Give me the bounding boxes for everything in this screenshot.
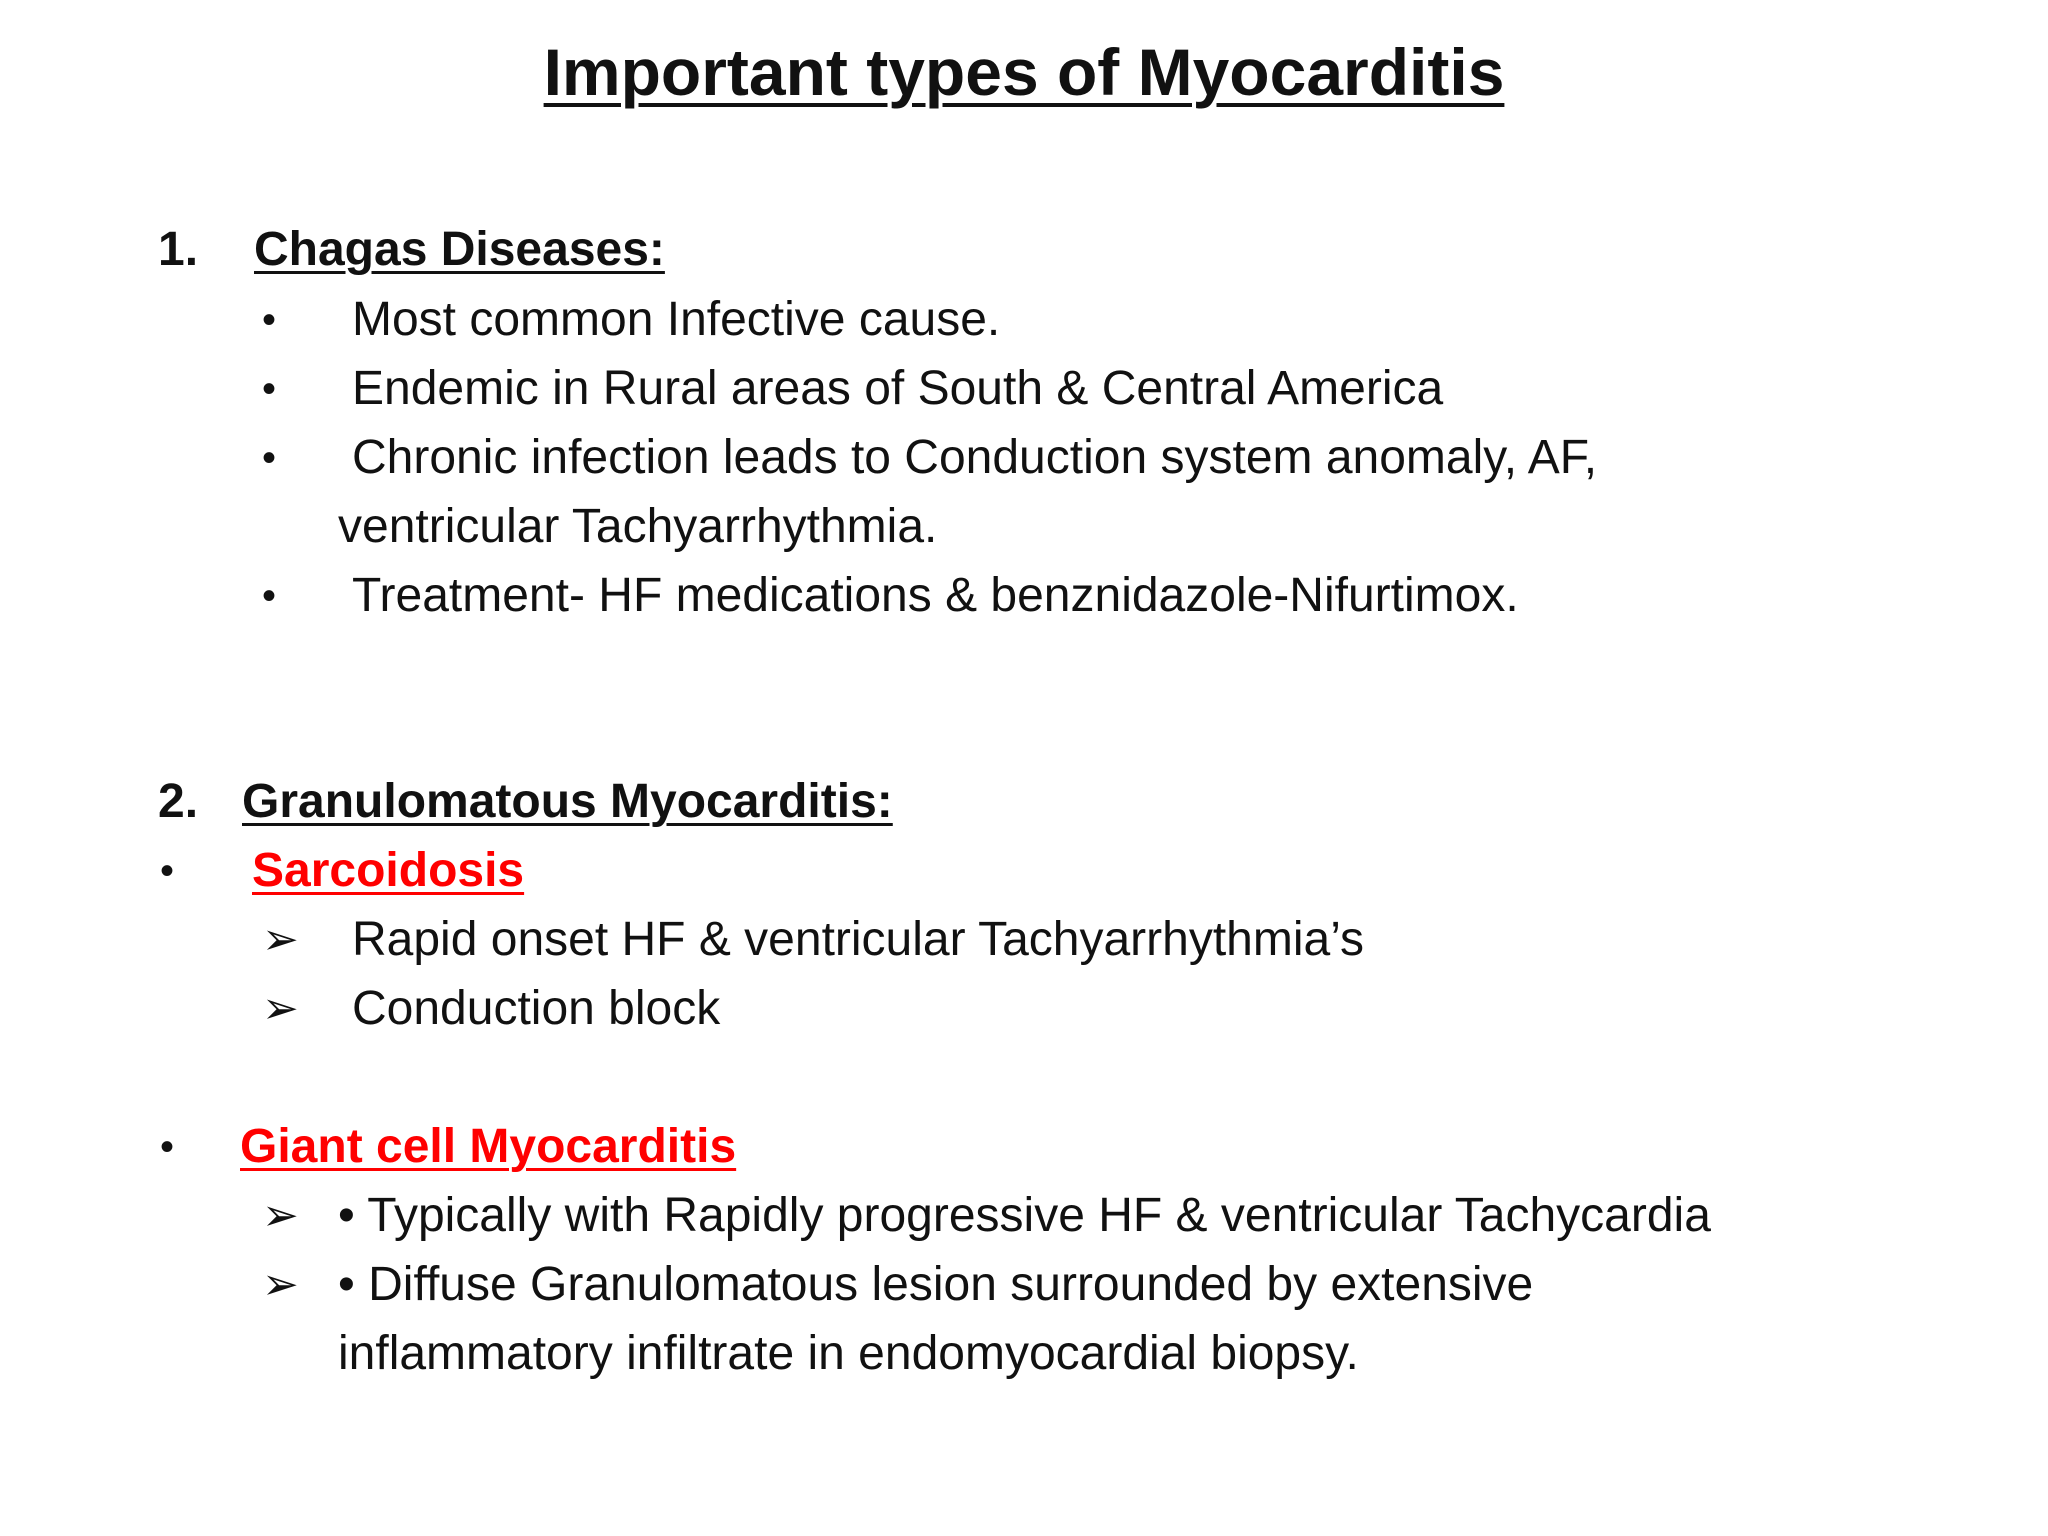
slide-title: Important types of Myocarditis bbox=[543, 35, 1505, 109]
chagas-item-1: Most common Infective cause. bbox=[352, 293, 1001, 346]
section-1-heading: Chagas Diseases: bbox=[254, 223, 665, 276]
sarcoidosis-point-2: Conduction block bbox=[352, 982, 721, 1035]
giant-cell-point-2: • Diffuse Granulomatous lesion surrounded by extensive bbox=[338, 1258, 1534, 1311]
sarcoidosis-point-1: Rapid onset HF & ventricular Tachyarrhythmia’s bbox=[352, 913, 1364, 966]
chagas-item-3-continuation: ventricular Tachyarrhythmia. bbox=[338, 500, 938, 553]
bullet-icon: • bbox=[262, 298, 277, 342]
bullet-icon: • bbox=[160, 849, 175, 893]
giant-cell-point-1: • Typically with Rapidly progressive HF & ventricular Tachycardia bbox=[338, 1189, 1711, 1242]
section-1-number: 1. bbox=[158, 223, 199, 276]
arrow-bullet-icon: ➢ bbox=[262, 1260, 299, 1309]
bullet-icon: • bbox=[262, 574, 277, 618]
section-2-heading: Granulomatous Myocarditis: bbox=[242, 775, 893, 828]
giant-cell-label: Giant cell Myocarditis bbox=[240, 1120, 737, 1173]
chagas-item-3: Chronic infection leads to Conduction system anomaly, AF, bbox=[352, 431, 1598, 484]
chagas-item-4: Treatment- HF medications & benznidazole-Nifurtimox. bbox=[352, 569, 1519, 622]
bullet-icon: • bbox=[160, 1125, 175, 1169]
arrow-bullet-icon: ➢ bbox=[262, 915, 299, 964]
bullet-icon: • bbox=[262, 436, 277, 480]
arrow-bullet-icon: ➢ bbox=[262, 1191, 299, 1240]
giant-cell-point-2-continuation: inflammatory infiltrate in endomyocardial biopsy. bbox=[338, 1327, 1359, 1380]
arrow-bullet-icon: ➢ bbox=[262, 984, 299, 1033]
sarcoidosis-label: Sarcoidosis bbox=[252, 844, 525, 897]
section-2-number: 2. bbox=[158, 775, 199, 828]
chagas-item-2: Endemic in Rural areas of South & Central America bbox=[352, 362, 1444, 415]
bullet-icon: • bbox=[262, 367, 277, 411]
